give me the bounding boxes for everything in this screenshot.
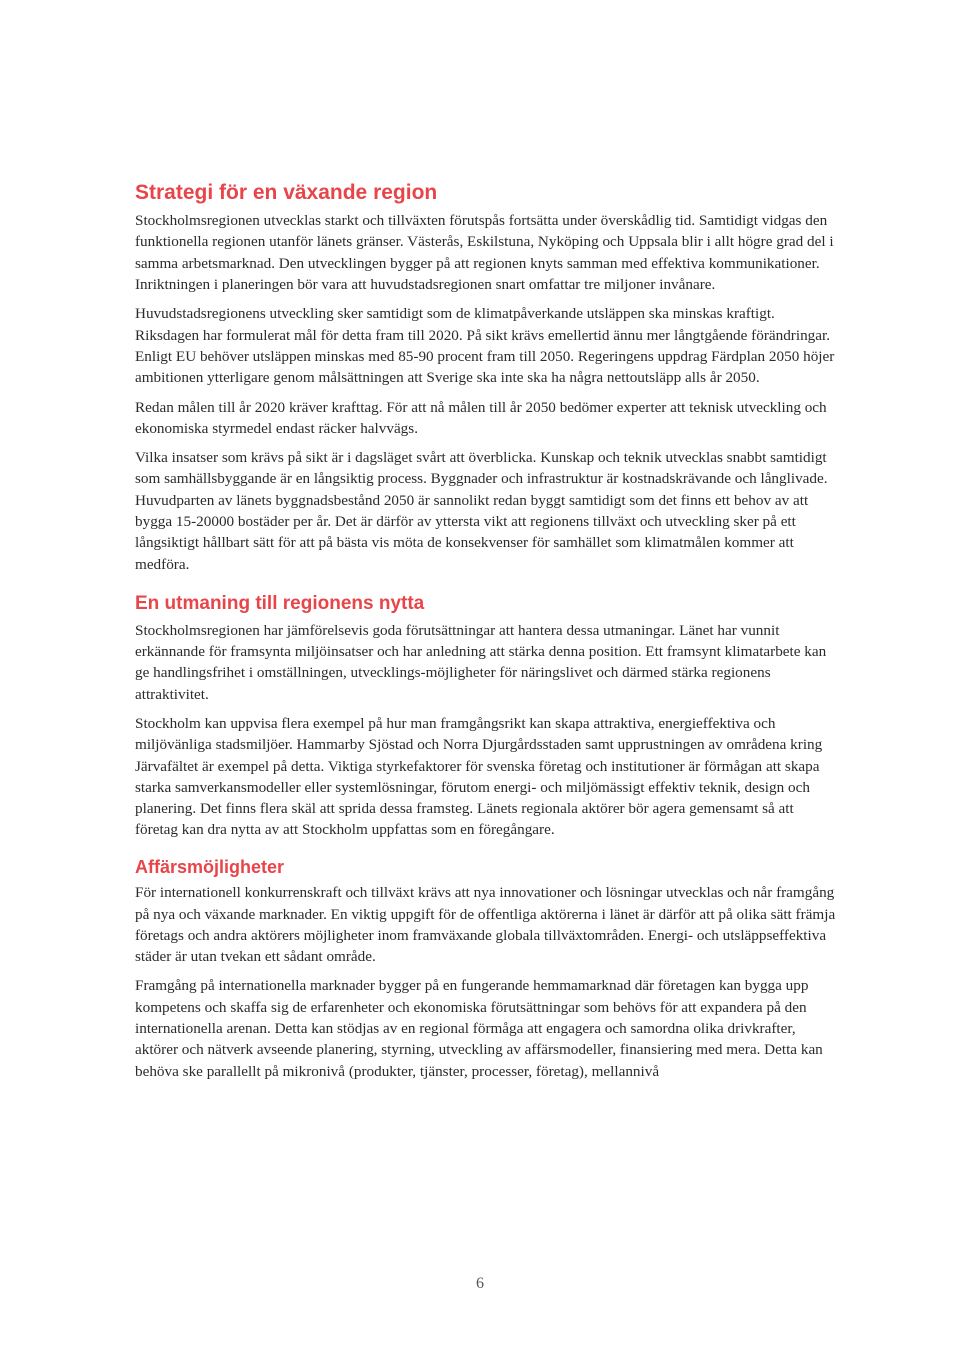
paragraph: För internationell konkurrenskraft och tillväxt krävs att nya innovationer och lösningar utvecklas och når framgång på nya och växande marknader. En viktig uppgift för de offentliga aktörerna i länet är därför att på olika sätt främja företags och andra aktörers möjligheter inom framväxande globala tillväxtområden. Energi- och utsläppseffektiva städer är utan tvekan ett sådant område. <box>135 884 836 966</box>
paragraph: Redan målen till år 2020 kräver krafttag. För att nå målen till år 2050 bedömer experter att teknisk utveckling och ekonomiska styrmedel endast räcker halvvägs. <box>135 398 827 437</box>
section-heading-affarsmojligheter: Affärsmöjligheter <box>135 856 285 877</box>
paragraph: Framgång på internationella marknader bygger på en fungerande hemmamarknad där företagen kan bygga upp kompetens och skaffa sig de erfarenheter och ekonomiska förutsättningar som behövs för att expandera på den internationella arenan. Detta kan stödjas av en regional förmåga att engagera och samordna olika drivkrafter, aktörer och nätverk avseende planering, styrning, utveckling av affärsmodeller, finansiering med mera. Detta kan behöva ske parallellt på mikronivå (produkter, tjänster, processer, företag), mellannivå <box>135 977 823 1080</box>
paragraph: Stockholm kan uppvisa flera exempel på hur man framgångsrikt kan skapa attraktiva, energieffektiva och miljövänliga stadsmiljöer. Hammarby Sjöstad och Norra Djurgårdsstaden samt upprustningen av områdena kring Järvafältet är exempel på detta. Viktiga styrkefaktorer för svenska företag och institutioner är förmågan att skapa starka samverkansmodeller eller systemlösningar, förutom energi- och miljömässigt effektiv teknik, design och planering. Det finns flera skäl att sprida dessa framsteg. Länets regionala aktörer bör agera gemensamt så att företag kan dra nytta av att Stockholm uppfattas som en föregångare. <box>135 714 823 839</box>
paragraph: Stockholmsregionen har jämförelsevis goda förutsättningar att hantera dessa utmaningar. Länet har vunnit erkännande för framsynta miljöinsatser och har anledning att stärka denna position. Ett framsynt klimatarbete kan ge handlingsfrihet i omställningen, utvecklings-möjligheter för näringslivet och därmed stärka regionens attraktivitet. <box>135 621 827 703</box>
paragraph: Vilka insatser som krävs på sikt är i dagsläget svårt att överblicka. Kunskap och teknik utvecklas snabbt samtidigt som samhällsbyggande är en långsiktig process. Byggnader och infrastruktur är kostnadskrävande och långlivade. Huvudparten av länets byggnadsbestånd 2050 är sannolikt redan byggt samtidigt som det finns ett behov av att bygga 15-20000 bostäder per år. Det är därför av yttersta vikt att regionens tillväxt och utveckling sker på ett långsiktigt hållbart sätt för att på bästa vis möta de konsekvenser för samhället som klimatmålen kommer att medföra. <box>135 449 828 573</box>
section-heading-utmaning: En utmaning till regionens nytta <box>135 592 425 614</box>
paragraph: Stockholmsregionen utvecklas starkt och tillväxten förutspås fortsätta under överskådlig tid. Samtidigt vidgas den funktionella regionen utanför länets gränser. Västerås, Eskilstuna, Nyköping och Uppsala blir i allt högre grad del i samma arbetsmarknad. Den utvecklingen bygger på att regionen knyts samman med effektiva kommunikationer. Inriktningen i planeringen bör vara att huvudstadsregionen snart omfattar tre miljoner invånare. <box>135 212 834 294</box>
section-heading-strategi: Strategi för en växande region <box>135 181 438 204</box>
paragraph: Huvudstadsregionens utveckling sker samtidigt som de klimatpåverkande utsläppen ska minskas kraftigt. Riksdagen har formulerat mål för detta fram till 2020. På sikt krävs emellertid ännu mer långtgående förändringar. Enligt EU behöver utsläppen minskas med 85-90 procent fram till 2050. Regeringens uppdrag Färdplan 2050 höjer ambitionen ytterligare genom målsättningen att Sverige ska inte ska ha några nettoutsläpp alls år 2050. <box>135 305 835 387</box>
document-body <box>135 180 840 1090</box>
page-number: 6 <box>476 1275 484 1292</box>
